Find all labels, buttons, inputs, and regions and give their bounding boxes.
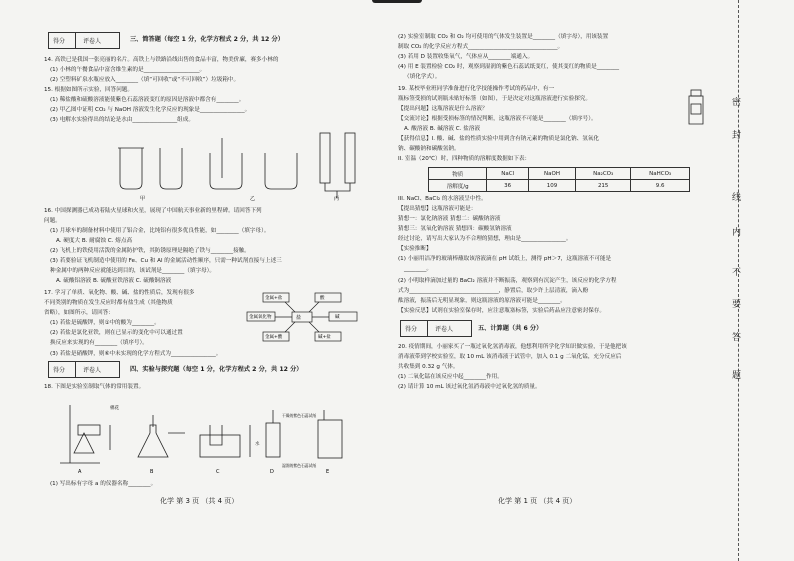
q20-1: (1) 二氧化锰在该反应中起________作用。 xyxy=(398,374,503,380)
fig17-node-5: 金属+酸 xyxy=(265,335,283,340)
fig17-node-3: 金属氧化物 xyxy=(249,315,272,320)
q19-exp-2b: 式为________________________________，静置后，取少许上层清液，滴入酚 xyxy=(398,288,589,294)
q19-exp-1: (1) 小丽用洁净的玻璃棒蘸取该溶液滴在 pH 试纸上，测得 pH＞7，这瓶溶液不可能是 xyxy=(398,256,612,262)
binding-char-4: 内 xyxy=(732,228,742,238)
binding-char-3: 线 xyxy=(732,193,742,203)
q17-2b: 换反应来实现的有________（填序号）。 xyxy=(50,340,148,346)
right-page xyxy=(398,0,710,561)
q18-2: (2) 实验室制取 CO₂ 和 O₂ 均可使用的气体发生装置是________（填字母），用该装置 xyxy=(398,34,609,40)
binding-line xyxy=(738,0,740,561)
q20-2: (2) 请计算 10 mL 该过氧化氢消毒液中过氧化氢的质量。 xyxy=(398,384,541,390)
q16-1-options: A. 硬度大 B. 耐腐蚀 C. 熔点高 xyxy=(56,238,133,244)
th-nacl: NaCl xyxy=(487,168,528,180)
fig18-label-D: D xyxy=(270,469,274,475)
section-4-title: 四、实验与探究题（每空 1 分，化学方程式 2 分，共 12 分） xyxy=(130,366,303,373)
q19-discuss: 【交流讨论】根据受损标签的情况判断，这瓶溶液不可能是________（填序号）。 xyxy=(398,116,597,122)
grader-label: 评卷人 xyxy=(83,38,102,45)
th-substance: 物质 xyxy=(429,168,487,180)
q16-3: (3) 若要验证飞机制造中使用的 Fe、Cu 和 Al 的金属活动性顺序，只需一种试剂直接与上述三 xyxy=(50,258,282,264)
score-label-2: 得分 xyxy=(53,367,66,374)
fig18-label-E: E xyxy=(326,469,330,475)
q19-info-1b: 钠、碳酸钠和碳酸氢钠。 xyxy=(398,146,460,152)
q16-3b: 种金属中的两种反应就能达到目的，该试剂是________（填字母）。 xyxy=(50,268,216,274)
fig18-label-cotton: 棉花 xyxy=(110,406,119,411)
fig18-label-C: C xyxy=(216,469,220,475)
q19-hypothesis: 【提出猜想】这瓶溶液可能是： xyxy=(398,206,477,212)
q19-text-2: 瓶标签受损的试剂瓶未贴好标签（如图），于是决定对这瓶溶液进行实验探究。 xyxy=(398,96,591,102)
left-page xyxy=(40,0,385,561)
q16-1: (1) 月球车的制备材料中使用了铝合金，比纯铝有很多优良性能，如________（填字母）。 xyxy=(50,228,270,234)
left-footer: 化学 第 3 页 （共 4 页） xyxy=(160,497,239,505)
q20-text: 20. 疫情期间，小丽家买了一瓶过氧化氢消毒液，他想利用所学化学知识做实验，于是他把该 xyxy=(398,344,627,350)
q18-text: 18. 下图是实验室制取气体的常用装置。 xyxy=(44,384,145,390)
q15-text: 15. 根据如图所示实验，回答问题。 xyxy=(44,87,133,93)
fig15-label-yi: 乙 xyxy=(250,196,256,202)
q19-hyp-3-4: 猜想三：氢氧化钠溶液 猜想四：碳酸氢钠溶液 xyxy=(398,226,512,232)
q16-text: 16. 中国探测器已成功着陆火星球和火星，展现了中国航天事业新的里程碑。请回答下列 xyxy=(44,208,262,214)
td-solubility: 溶解度/g xyxy=(429,180,487,192)
q15-1: (1) 稀盐酸和硫酸溶液能使紫色石蕊溶液变红的原因是溶液中都含有________。 xyxy=(50,97,245,103)
q16-3-options: A. 硫酸铝溶液 B. 硫酸亚铁溶液 C. 硫酸铜溶液 xyxy=(56,278,172,284)
td-na2co3: 215 xyxy=(576,180,631,192)
score-label: 得分 xyxy=(53,38,66,45)
fig17-node-6: 碱+盐 xyxy=(318,335,331,340)
q19-unreasonable: 经过讨论，请写出大家认为不合理的猜想，理由是________________。 xyxy=(398,236,572,242)
q19-text: 19. 某校毕业班同学准备进行化学技能操作考试的药品中，有一 xyxy=(398,86,555,92)
td-nahco3: 9.6 xyxy=(631,180,690,192)
binding-char-8: 题 xyxy=(732,371,742,381)
score-box-left-2 xyxy=(48,361,120,378)
section-5-title: 五、计算题（共 6 分） xyxy=(478,325,543,332)
q17-text: 17. 学习了单质、氧化物、酸、碱、盐的性质后，发现有很多 xyxy=(44,290,195,296)
q17-figure xyxy=(245,288,360,348)
q19-exp-1b: ________。 xyxy=(404,266,432,272)
q19-info-1: 【获得信息】I. 酸、碱、盐的性质实验中用到含有钠元素的物质是氯化钠、氢氧化 xyxy=(398,136,599,142)
q14-2: (2) 空塑料矿泉水瓶应放入________（填“可回收”或“不可回收”）垃圾箱中。 xyxy=(50,77,240,83)
q17-1: (1) 若盐是硫酸钾，则①中的酸为________。 xyxy=(50,320,160,326)
grader-label-2: 评卷人 xyxy=(83,367,102,374)
fig15-label-jia: 甲 xyxy=(140,196,146,202)
td-nacl: 36 xyxy=(487,180,528,192)
grader-label-r: 评卷人 xyxy=(435,326,454,333)
q15-2: (2) 甲乙图中证明 CO₂ 与 NaOH 溶液发生化学反应的现象是________________。 xyxy=(50,107,251,113)
q17-2: (2) 若盐是氯化亚铁，则在已显示的变化中可以通过置 xyxy=(50,330,183,336)
fig17-node-1: 金属+盐 xyxy=(265,296,283,301)
q19-hyp-1-2: 猜想一：氯化钠溶液 猜想二：碳酸钠溶液 xyxy=(398,216,501,222)
solubility-table xyxy=(428,167,690,192)
score-box-right xyxy=(400,320,472,337)
q19-question: 【提出问题】这瓶溶液是什么溶液？ xyxy=(398,106,488,112)
q15-figure xyxy=(100,128,360,203)
q18-4b: （填化学式）。 xyxy=(404,74,441,80)
q20-text-3: 共收集到 0.32 g 气体。 xyxy=(398,364,459,370)
th-nahco3: NaHCO₃ xyxy=(631,168,690,180)
binding-char-2: 封 xyxy=(732,131,742,141)
th-naoh: NaOH xyxy=(528,168,575,180)
binding-char-5: 不 xyxy=(732,268,742,278)
q19-exp-2: (2) 小明取样滴加过量的 BaCl₂ 溶液并不断振荡，观察到有沉淀产生，该反应的化学方程 xyxy=(398,278,617,284)
fig18-label-dry-paper: 干燥的紫色石蕊试纸 xyxy=(282,413,317,418)
q18-2b: 制取 CO₂ 的化学反应方程式________________________________。 xyxy=(398,44,564,50)
section-3-title: 三、简答题（每空 1 分，化学方程式 2 分，共 12 分） xyxy=(130,36,284,43)
q17-text-2: 不同类别的物质在发生反应时都有盐生成（其他物质 xyxy=(44,300,173,306)
fig17-node-4: 碱 xyxy=(335,315,340,320)
binding-char-7: 答 xyxy=(732,333,742,343)
fig18-label-wet-paper: 湿润的紫色石蕊试纸 xyxy=(282,463,317,468)
fig15-label-bing: 丙 xyxy=(334,196,340,202)
fig18-label-A: A xyxy=(78,469,82,475)
fig18-label-water: 水 xyxy=(255,442,260,447)
fig17-center-salt: 盐 xyxy=(296,315,302,321)
q19-exp-2c: 酞溶液，振荡后无明显现象，则这瓶溶液的原溶液可能是________。 xyxy=(398,298,566,304)
q14-text: 14. 高铁已是我国一张亮丽的名片。高铁上与铁路沿线出售的食品丰富，物美价廉，赛多小林的 xyxy=(44,57,279,63)
binding-char-6: 要 xyxy=(732,300,742,310)
q18-3: (3) 若用 D 装置收集氧气，气体应从________端通入。 xyxy=(398,54,534,60)
q18-figure xyxy=(50,395,360,475)
q16-2: (2) 飞机上的铁使用活泼的金属防护铁，其防锈原理是隔绝了铁与________接触。 xyxy=(50,248,250,254)
q19-info-3: III. NaCl、BaCl₂ 的水溶液呈中性。 xyxy=(398,196,487,202)
fig18-label-B: B xyxy=(150,469,154,475)
q19-options: A. 酸溶液 B. 碱溶液 C. 盐溶液 xyxy=(404,126,481,132)
q17-3: (3) 若盐是硝酸钾，则⑥中未实现的化学方程式为________________。 xyxy=(50,351,222,357)
reagent-bottle-figure xyxy=(681,88,711,128)
score-box-left xyxy=(48,32,120,49)
fig17-node-2: 酸 xyxy=(320,296,325,301)
q16-text-2: 问题。 xyxy=(44,218,61,224)
th-na2co3: Na₂CO₃ xyxy=(576,168,631,180)
q19-info-2: II. 室温（20℃）时，四种物质的溶解度数据如下表： xyxy=(398,156,531,162)
binding-char-1: 密 xyxy=(732,98,742,108)
q18-4: (4) 用 E 装置检验 CO₂ 时，观察到湿润的紫色石蕊试纸变红，使其变红的物质是________ xyxy=(398,64,620,70)
score-label-r: 得分 xyxy=(405,326,418,333)
q18-1: (1) 写出标有字母 a 的仪器名称________。 xyxy=(50,481,157,487)
right-footer: 化学 第 1 页 （共 4 页） xyxy=(498,497,577,505)
q19-reflection: 【实验反思】试剂在实验室保存时，应注意瓶塞标签，实验后药品应注意密封保存。 xyxy=(398,308,605,314)
td-naoh: 109 xyxy=(528,180,575,192)
q17-text-3: 省略），如图所示，请回答： xyxy=(44,310,114,316)
q15-3: (3) 电解水实验得出的结论是水由________________组成。 xyxy=(50,117,194,123)
q14-1: (1) 小林的午餐食品中富含维生素的是____________________。 xyxy=(50,67,206,73)
q20-text-2: 消毒液带到学校实验室，取 10 mL 该消毒液于试管中，加入 0.1 g 二氧化锰，充分反应后 xyxy=(398,354,622,360)
q19-experiment: 【实验推断】 xyxy=(398,246,432,252)
